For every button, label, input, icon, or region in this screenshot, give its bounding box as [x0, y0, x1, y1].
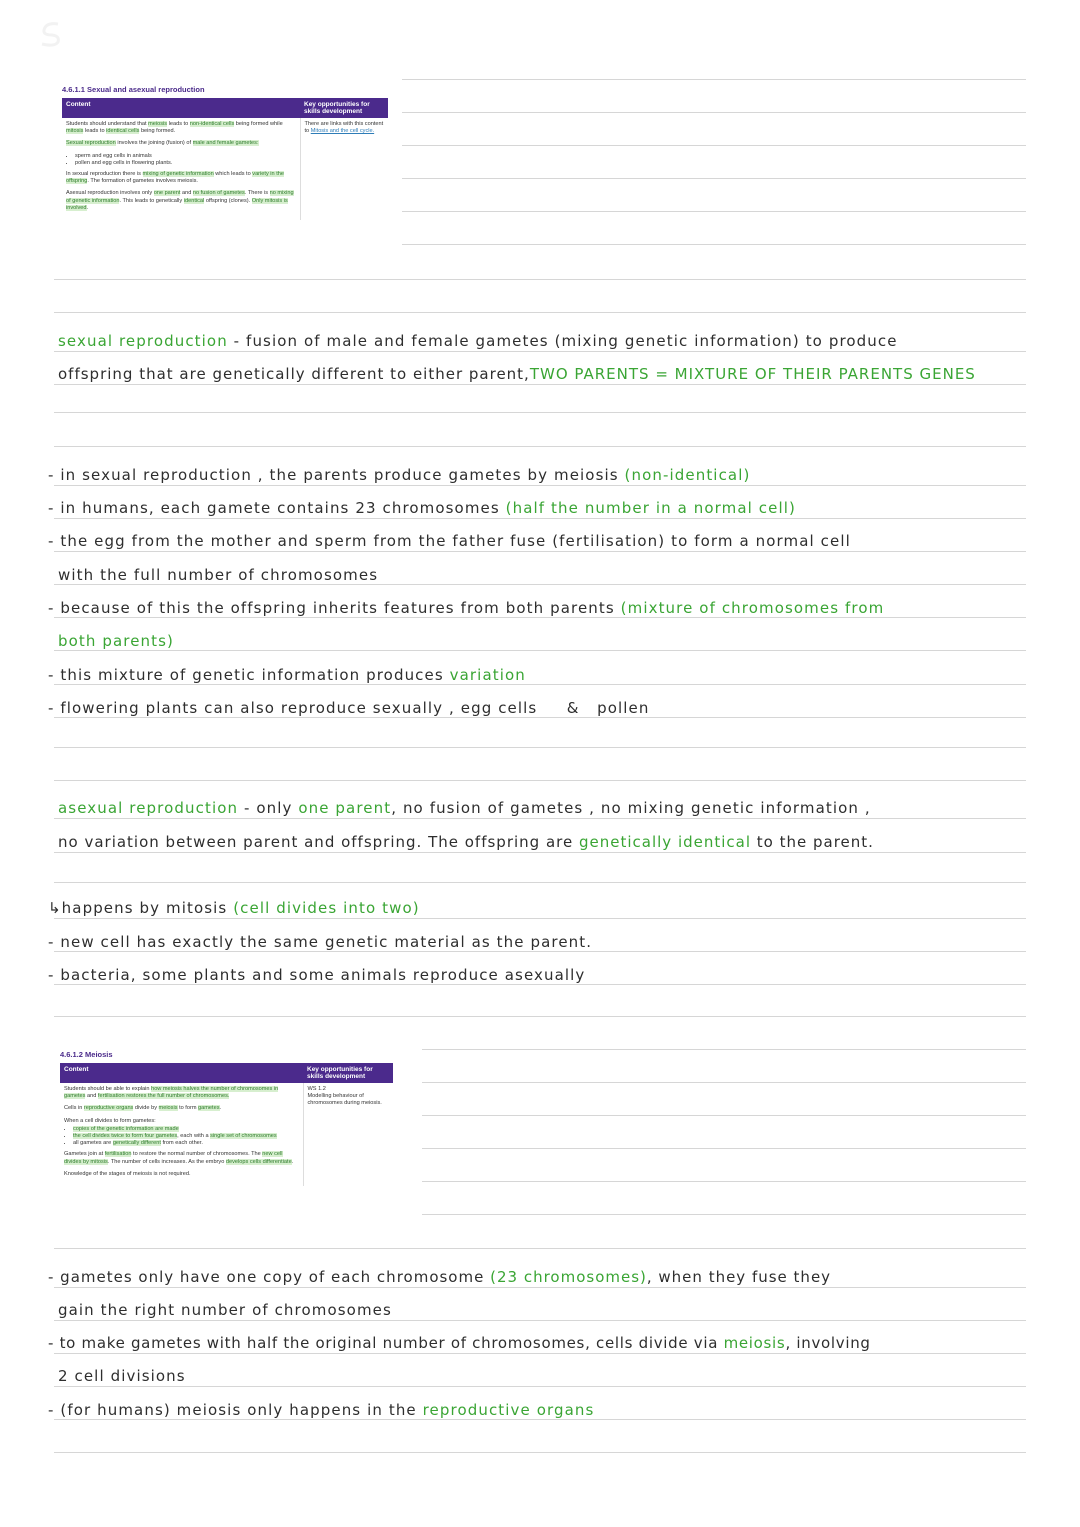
spec-list	[66, 153, 296, 167]
spec-code: 4.6.1.1 Sexual and asexual reproduction	[62, 85, 205, 94]
list-item: • the cell divides twice to form four gametes, each with a single set of chromosomes	[73, 1133, 299, 1140]
spec-paragraph: Knowledge of the stages of meiosis is not required.	[64, 1170, 191, 1177]
note-line: ↳happens by mitosis (cell divides into two)	[48, 899, 420, 917]
skills-text: There are links with this content to	[304, 121, 384, 135]
note-line: no variation between parent and offspring. The offspring are genetically identical to the parent.	[58, 833, 874, 851]
note-line: - flowering plants can also reproduce sexually , egg cells & pollen	[48, 699, 650, 717]
note-line: - the egg from the mother and sperm from the father fuse (fertilisation) to form a normal cell	[48, 532, 851, 550]
spec-paragraph: Cells in reproductive organs divide by meiosis to form gametes.	[64, 1105, 222, 1112]
logo-mark-icon	[38, 20, 64, 48]
spec-paragraph: Gametes join at fertilisation to restore the normal number of chromosomes. The new cell divides by mitosis. The number of cells increases. As the embryo develops cells differentiate.	[64, 1151, 294, 1165]
spec-paragraph: Asexual reproduction involves only one parent and no fusion of gametes. There is no mixing of genetic information. This leads to genetically identical offspring (clones). Only mitosis is involved.	[66, 190, 294, 211]
spec-paragraph: Students should understand that meiosis leads to non-identical cells being formed while mitosis leads to identical cells being formed.	[66, 121, 283, 135]
list-item: • copies of the genetic information are made	[73, 1126, 299, 1133]
note-line: gain the right number of chromosomes	[58, 1301, 392, 1319]
spec-paragraph: Sexual reproduction involves the joining (fusion) of male and female gametes:	[66, 140, 259, 147]
spec-paragraph: In sexual reproduction there is mixing of genetic information which leads to variety in the offspring. The formation of gametes involves meiosis.	[66, 171, 284, 185]
col-skills-header: Key opportunities for skills development	[303, 1063, 393, 1083]
note-line: - this mixture of genetic information produces variation	[48, 666, 526, 684]
skills-link[interactable]: Mitosis and the cell cycle.	[310, 128, 375, 135]
note-line: - because of this the offspring inherits features from both parents (mixture of chromosomes from	[48, 599, 885, 617]
list-item: • sperm and egg cells in animals	[75, 153, 296, 160]
note-line: - bacteria, some plants and some animals reproduce asexually	[48, 966, 586, 984]
note-line: both parents)	[58, 632, 174, 650]
note-line: sexual reproduction - fusion of male and female gametes (mixing genetic information) to produce	[58, 332, 898, 350]
spec-paragraph: When a cell divides to form gametes:	[64, 1117, 156, 1124]
spec-code: 4.6.1.2 Meiosis	[60, 1050, 113, 1059]
note-line: - in humans, each gamete contains 23 chromosomes (half the number in a normal cell)	[48, 499, 796, 517]
note-line: - gametes only have one copy of each chromosome (23 chromosomes), when they fuse they	[48, 1268, 832, 1286]
note-line: - in sexual reproduction , the parents produce gametes by meiosis (non-identical)	[48, 466, 751, 484]
list-item: • all gametes are genetically different from each other.	[73, 1140, 299, 1147]
spec-excerpt-meiosis	[60, 1050, 410, 1186]
note-line: - to make gametes with half the original number of chromosomes, cells divide via meiosis, involving	[48, 1334, 871, 1352]
skills-text: Modelling behaviour of chromosomes during meiosis.	[307, 1093, 382, 1107]
note-line: - new cell has exactly the same genetic material as the parent.	[48, 933, 593, 951]
note-line: - (for humans) meiosis only happens in the reproductive organs	[48, 1401, 595, 1419]
list-item: • pollen and egg cells in flowering plants.	[75, 160, 296, 167]
note-line: offspring that are genetically different to either parent,TWO PARENTS = MIXTURE OF THEIR PARENTS GENES	[58, 365, 976, 383]
spec-paragraph: Students should be able to explain how meiosis halves the number of chromosomes in gametes and fertilisation restores the full number of chromosomes.	[64, 1086, 279, 1100]
spec-list	[64, 1126, 299, 1148]
col-content-header: Content	[60, 1063, 303, 1083]
note-line: 2 cell divisions	[58, 1367, 186, 1385]
spec-excerpt-sexual-asexual	[62, 85, 402, 220]
col-skills-header: Key opportunities for skills development	[300, 98, 388, 118]
skills-ws: WS 1.2	[307, 1086, 326, 1092]
col-content-header: Content	[62, 98, 300, 118]
note-line: with the full number of chromosomes	[58, 566, 379, 584]
note-line: asexual reproduction - only one parent, no fusion of gametes , no mixing genetic information ,	[58, 799, 871, 817]
